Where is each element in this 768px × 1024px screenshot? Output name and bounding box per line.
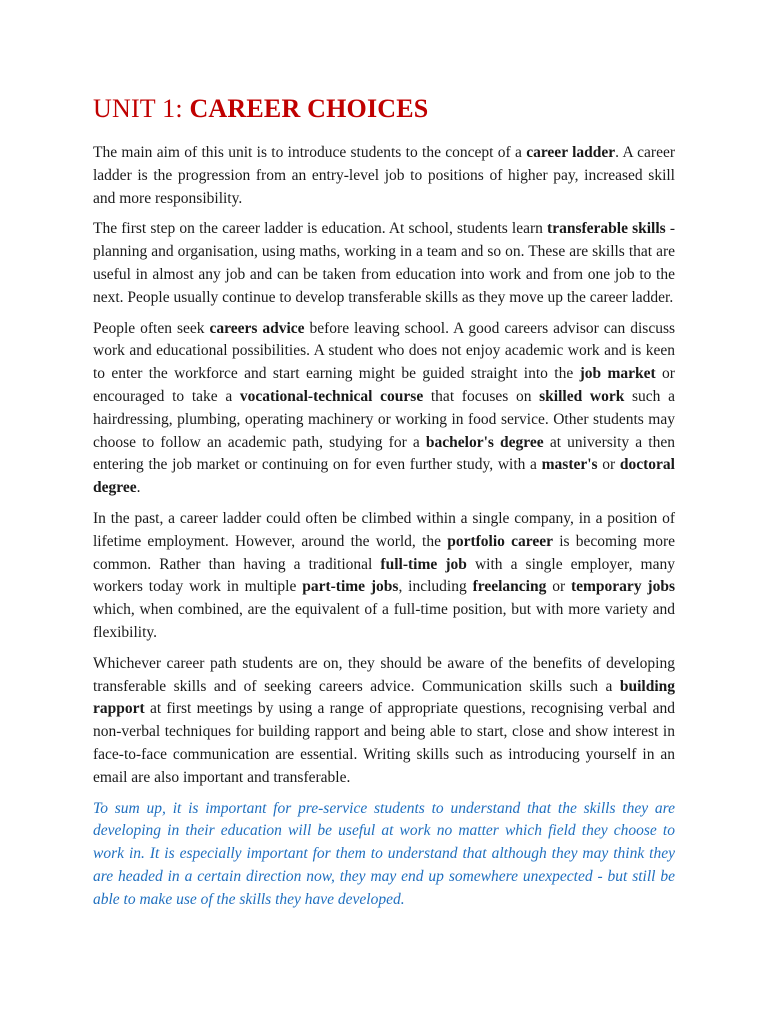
text-run: or [546, 578, 571, 596]
text-run: , including [398, 578, 473, 596]
key-term: portfolio career [447, 532, 553, 550]
text-run: The main aim of this unit is to introduce students to the concept of a [93, 144, 527, 161]
key-term: skilled work [539, 387, 625, 405]
key-term: building rapport [93, 677, 675, 718]
text-run: . [136, 479, 141, 497]
text-run: Whichever career path students are on, they should be aware of the benefits of developing transferable skills and of seeking careers advice. Communication skills such a [93, 654, 675, 695]
document-page [93, 92, 675, 920]
text-run: The first step on the career ladder is education. At school, students learn [93, 220, 548, 238]
key-term: temporary jobs [570, 578, 675, 596]
text-run: before leaving school. A good careers advisor can discuss work and educational possibilities. A student who does not enjoy academic work and is keen to enter the workforce and start earning might be guided straight into the [93, 319, 676, 383]
unit-title [93, 92, 675, 126]
text-run: People often seek [93, 319, 210, 337]
key-term: full-time job [380, 555, 467, 573]
text-run: at first meetings by using a range of appropriate questions, recognising verbal and non-verbal techniques for building rapport and being able to start, close and show interest in face-to-face communication are essential. Writing skills such as introducing yourself in an email are also important and transferable. [93, 700, 675, 786]
key-term: careers advice [209, 319, 305, 337]
text-run: or encouraged to take a [93, 365, 675, 405]
text-run: is becoming more common. Rather than having a traditional [93, 532, 676, 573]
key-term: doctoral degree [93, 456, 675, 497]
paragraph-communication-skills [93, 653, 675, 790]
key-term: part-time jobs [302, 578, 399, 596]
key-term: job market [579, 365, 656, 383]
paragraph-portfolio-career [93, 508, 675, 645]
key-term: vocational-technical course [239, 387, 424, 405]
text-run: with a single employer, many workers today work in multiple [93, 555, 675, 596]
text-run: or [597, 456, 620, 474]
text-run: at university a then entering the job market or continuing on for even further study, with a [93, 433, 675, 474]
text-run: such a hairdressing, plumbing, operating machinery or working in food service. Other students may choose to follow an academic path, studying for a [93, 387, 675, 451]
paragraph-summary: To sum up, it is important for pre-service students to understand that the skills they are developing in their education will be useful at work no matter which field they choose to work in. It is especially important for them to understand that although they may think they are headed in a certain direction now, they may end up somewhere unexpected - but still be able to make use of the skills they have developed. [93, 799, 675, 908]
unit-title-main: CAREER CHOICES [189, 94, 429, 123]
text-run: which, when combined, are the equivalent of a full-time position, but with more variety and flexibility. [93, 601, 675, 641]
key-term: bachelor's degree [425, 433, 544, 451]
text-run: - planning and organisation, using maths, working in a team and so on. These are skills that are useful in almost any job and can be taken from education into work and from one job to the next. People usually continue to develop transferable skills as they move up the career ladder. [93, 220, 675, 306]
text-run: that focuses on [423, 387, 540, 405]
text-run: . A career ladder is the progression from an entry-level job to positions of higher pay, increased skill and more responsibility. [93, 144, 676, 207]
key-term: master's [541, 456, 598, 474]
text-run: In the past, a career ladder could often be climbed within a single company, in a position of lifetime employment. However, around the world, the [93, 509, 675, 550]
paragraph-education [93, 218, 675, 309]
key-term: transferable skills [547, 220, 666, 238]
unit-title-prefix: UNIT 1: [93, 94, 190, 123]
key-term: freelancing [472, 578, 547, 596]
paragraph-intro [93, 142, 675, 210]
key-term: career ladder [526, 144, 616, 161]
paragraph-careers-advice [93, 318, 675, 500]
